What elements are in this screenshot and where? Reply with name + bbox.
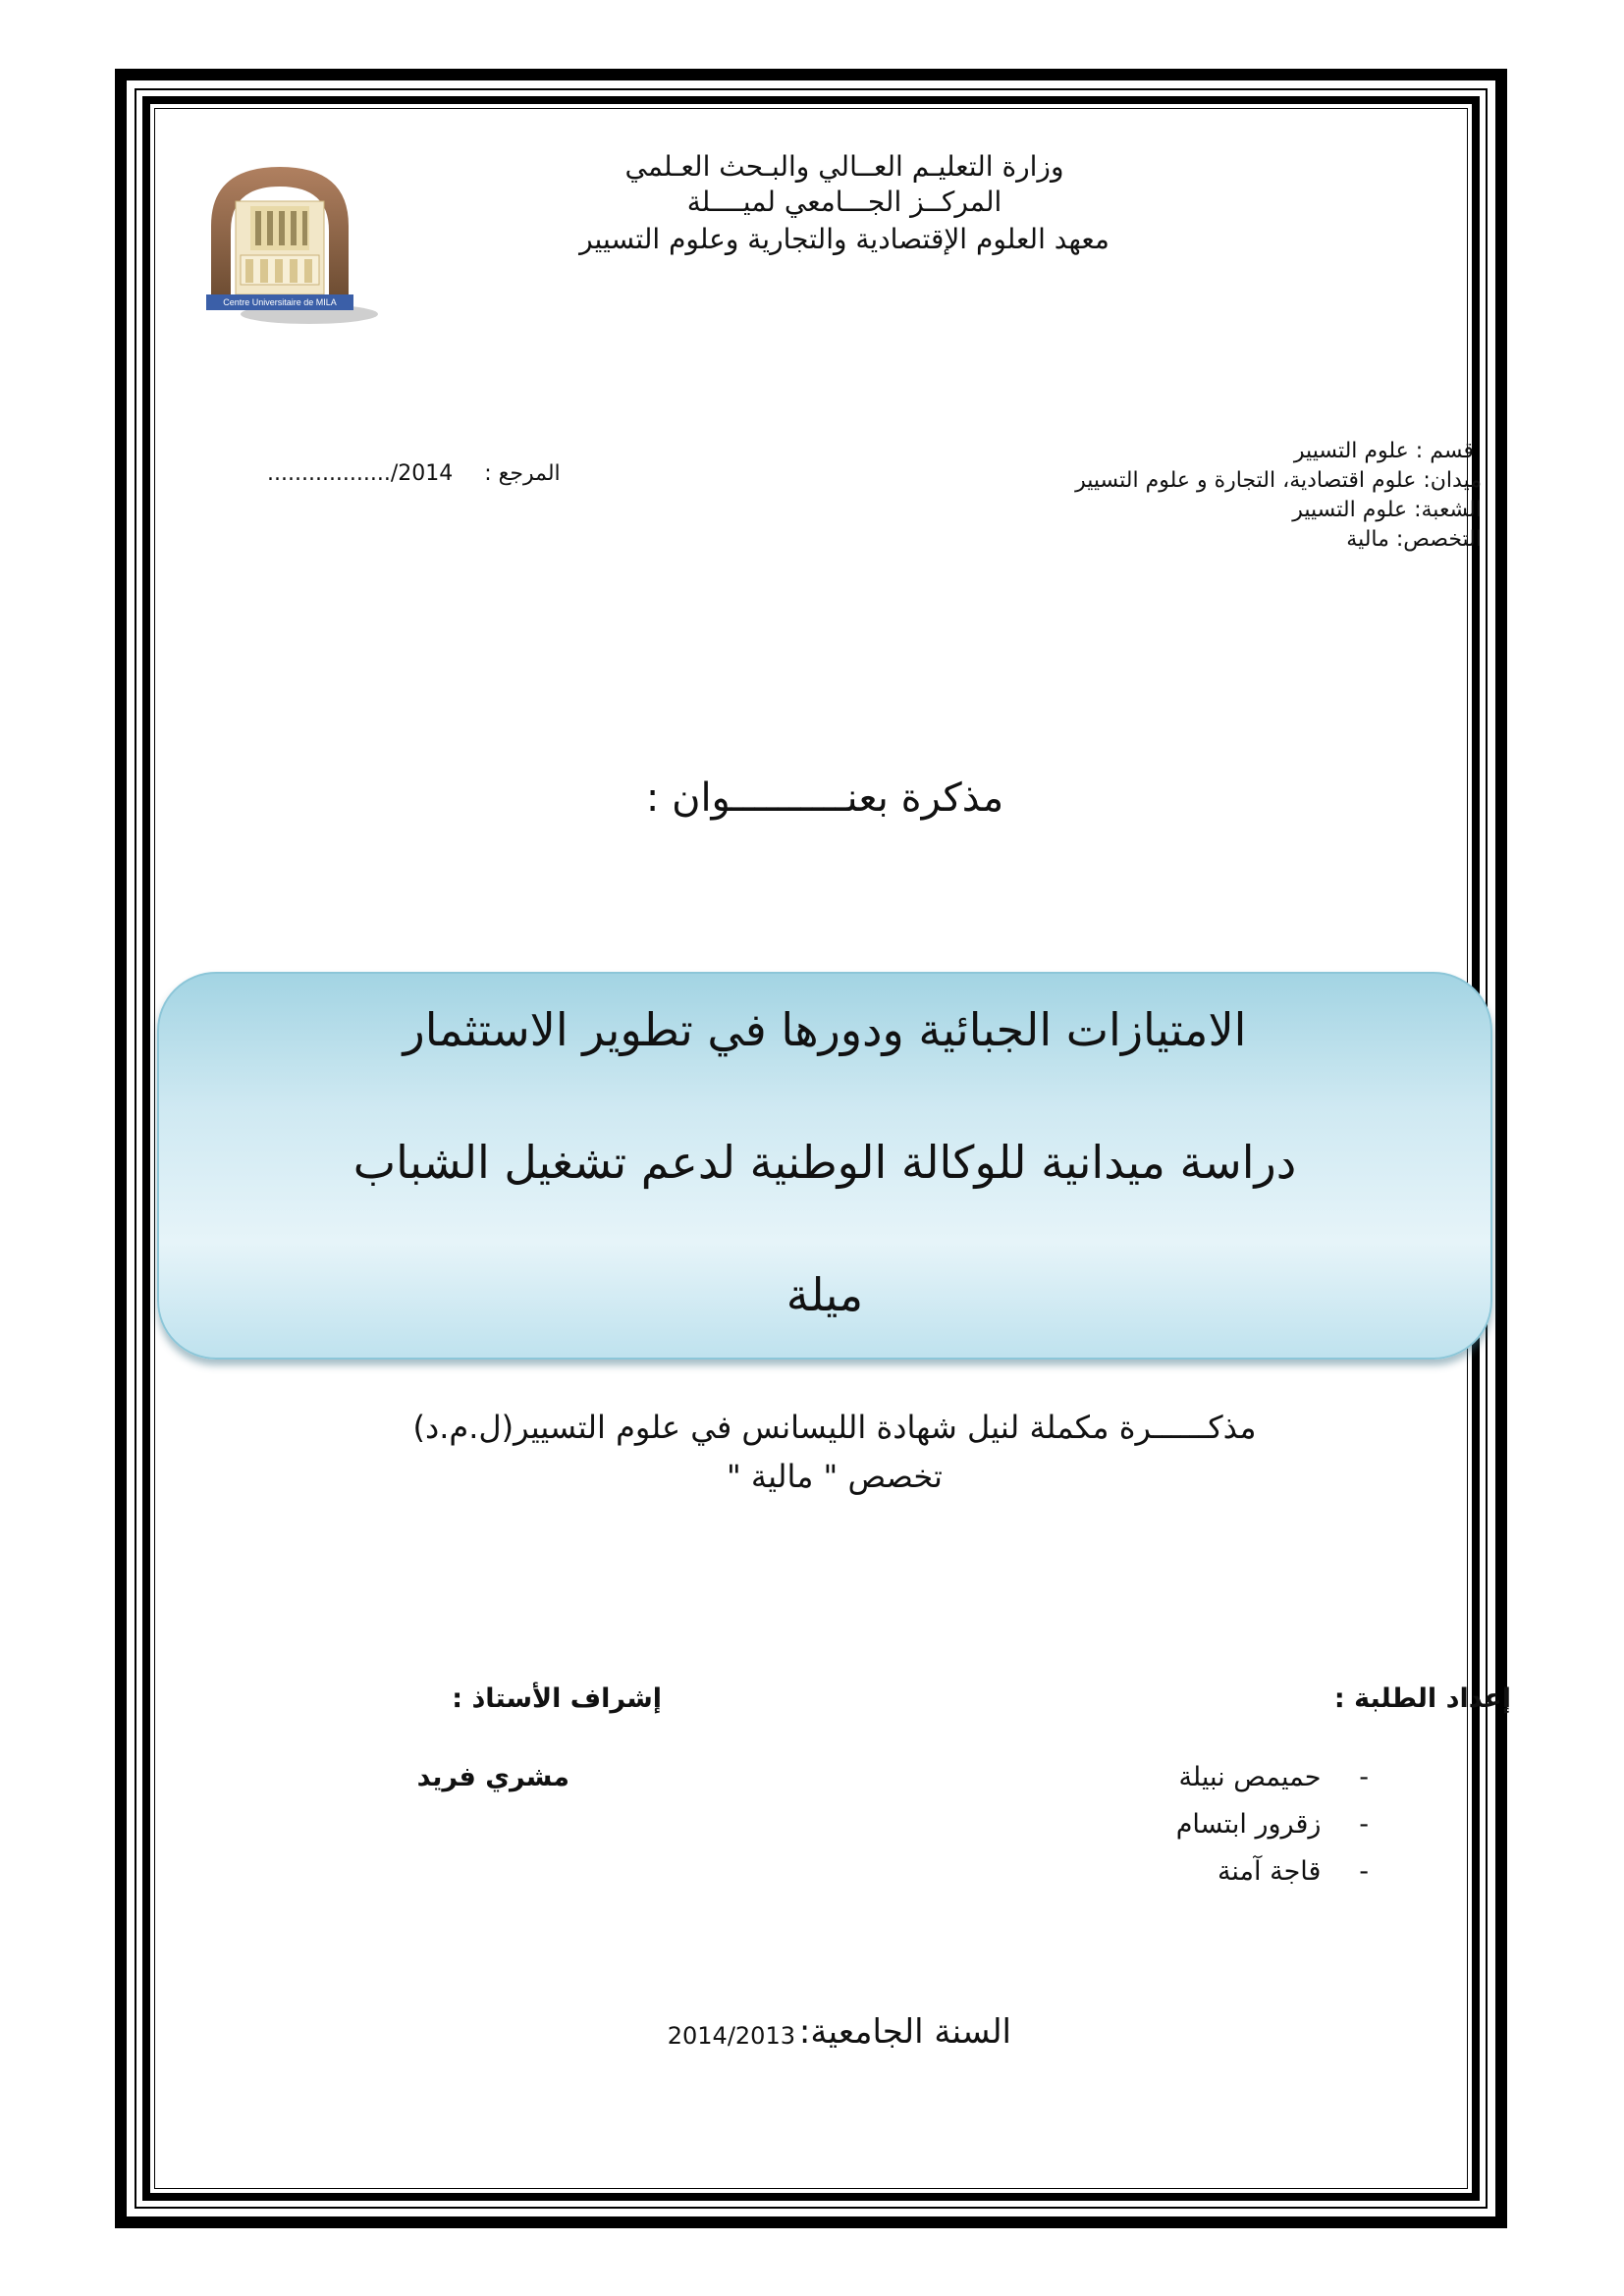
supervisor-name: مشري فريد xyxy=(416,1762,569,1792)
academic-year-value: 2014/2013 xyxy=(667,2022,795,2050)
reference-value: ................../2014 xyxy=(267,461,454,486)
specialization-statement: تخصص " مالية " xyxy=(727,1458,943,1495)
branch-line: الشعبة: علوم التسيير xyxy=(1292,498,1482,522)
student-name: زقرور ابتسام xyxy=(1175,1809,1322,1840)
title-box xyxy=(157,972,1492,1360)
list-bullet: - xyxy=(1359,1809,1369,1840)
academic-year-label: السنة الجامعية: xyxy=(798,2012,1011,2052)
university-logo xyxy=(191,157,388,334)
student-name: قاجة آمنة xyxy=(1217,1856,1322,1887)
supervisor-label: إشراف الأستاذ : xyxy=(452,1683,662,1714)
memo-heading: مذكرة بعنــــــــــوان : xyxy=(645,775,1004,821)
students-label: إعداد الطلبة : xyxy=(1333,1683,1511,1714)
ministry-name: وزارة التعليـم العــالي والبـحث العـلمي xyxy=(624,150,1064,183)
institute-name: معهد العلوم الإقتصادية والتجارية وعلوم التسيير xyxy=(579,223,1110,255)
student-item xyxy=(976,1762,1369,1792)
specialty-line: التخصص: مالية xyxy=(1346,527,1482,552)
student-item xyxy=(976,1809,1369,1840)
program-info xyxy=(893,437,1482,555)
title-line-2: دراسة ميدانية للوكالة الوطنية لدعم تشغيل الشباب xyxy=(352,1136,1297,1189)
department-line: قسم : علوم التسيير xyxy=(1293,439,1474,463)
reference-label: المرجع : xyxy=(484,461,561,486)
list-bullet: - xyxy=(1359,1762,1369,1792)
degree-statement: مذكــــــرة مكملة لنيل شهادة الليسانس في علوم التسيير(ل.م.د) xyxy=(412,1409,1257,1446)
university-name: المركــز الجـــامعي لميــــلة xyxy=(686,186,1002,218)
student-item xyxy=(976,1856,1369,1887)
title-line-3: ميلة xyxy=(785,1268,864,1321)
title-line-1: الامتيازات الجبائية ودورها في تطوير الاستثمار xyxy=(403,1003,1247,1056)
list-bullet: - xyxy=(1359,1856,1369,1887)
reference-line xyxy=(267,461,621,486)
logo-caption: Centre Universitaire de MILA xyxy=(223,297,337,307)
student-name: حميمص نبيلة xyxy=(1178,1762,1322,1792)
field-line: ميدان: علوم اقتصادية، التجارة و علوم التسيير xyxy=(1075,468,1482,493)
